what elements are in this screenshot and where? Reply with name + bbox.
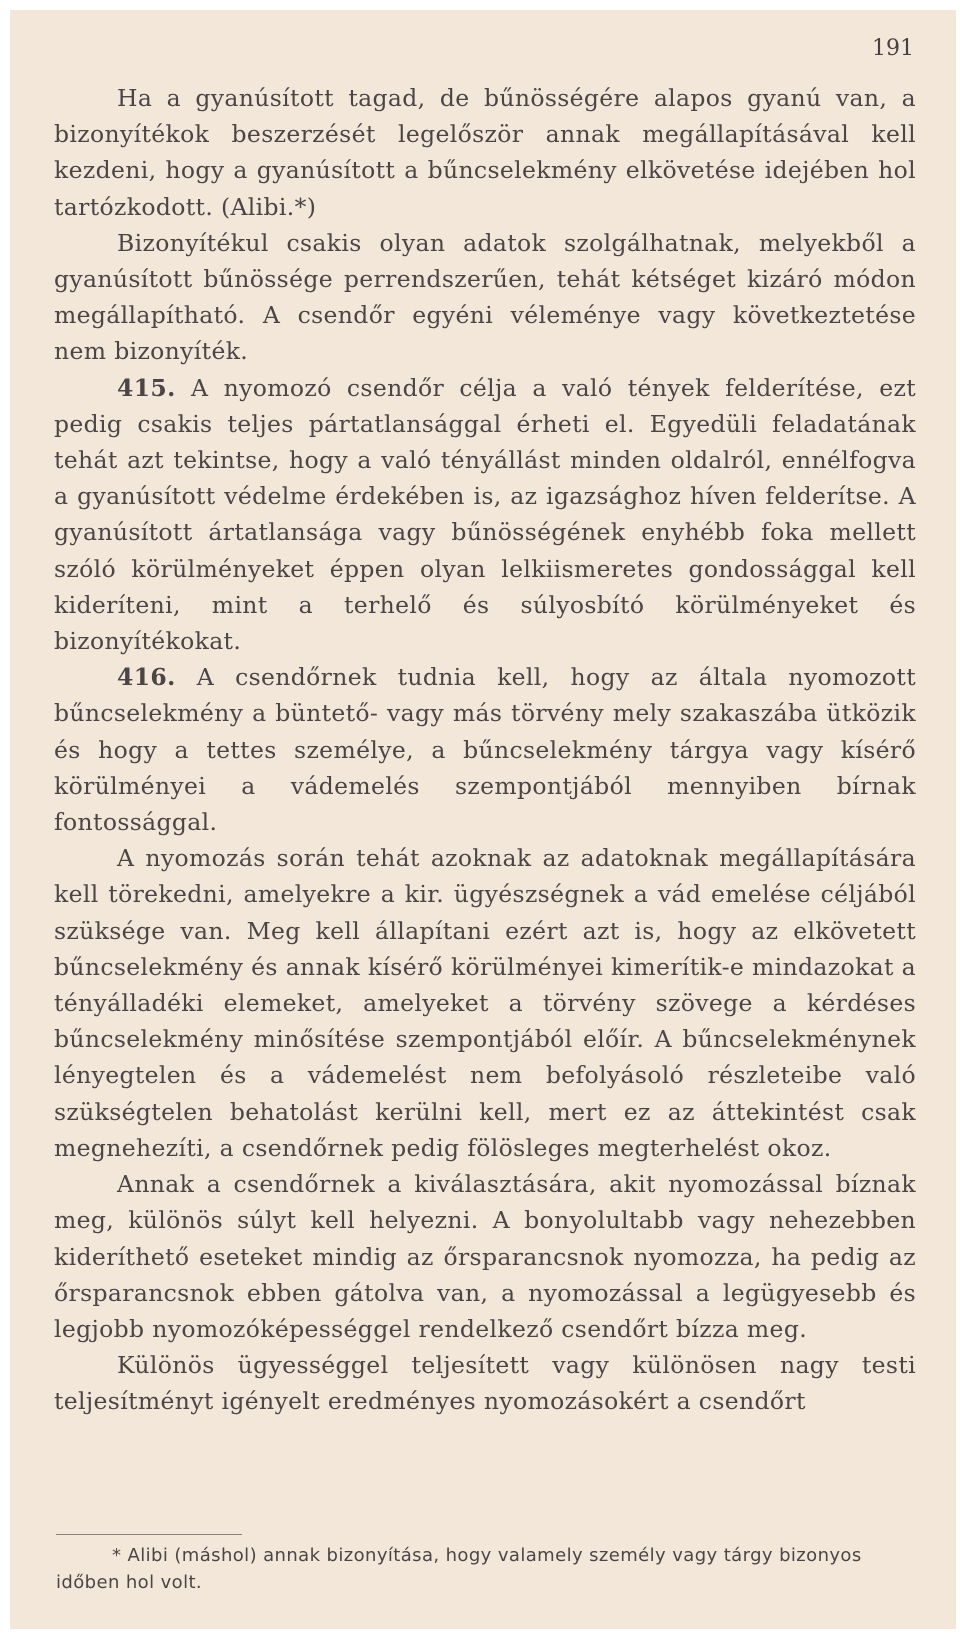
paragraph-text: A nyomozás során tehát azoknak az adatoknak megállapítására kell törekedni, amelyekre a kir. ügyészségnek a vád emelése céljából szüksége van. Meg kell állapítani ezért azt is, hogy az elkövetett bűncselekmény és annak kísérő körülményei kimerítik-e mindazokat a tényálladéki elemeket, amelyeket a törvény szövege a kérdéses bűncselekmény minősítése szempontjából előír. A bűncselekménynek lényegtelen és a vádemelést nem befolyásoló részleteibe való szükségtelen behatolást kerülni kell, mert ez az áttekintést csak megnehezíti, a csendőrnek pedig fölösleges megterhelést okoz. (54, 844, 916, 1162)
paragraph (54, 840, 916, 1166)
paragraph-text: A csendőrnek tudnia kell, hogy az általa nyomozott bűncselekmény a büntető- vagy más törvény mely szakaszába ütközik és hogy a tettes személye, a bűncselekmény tárgya vagy kísérő körülményei a vádemelés szempontjából mennyiben bírnak fontossággal. (54, 663, 916, 837)
paragraph (54, 80, 916, 225)
body-text (54, 80, 916, 1420)
footnote-divider (56, 1534, 242, 1535)
paragraph-text: Különös ügyességgel teljesített vagy különösen nagy testi teljesítményt igényelt eredményes nyomozásokért a csendőrt (54, 1351, 916, 1416)
paragraph-text: A nyomozó csendőr célja a való tények felderítése, ezt pedig csakis teljes pártatlansággal érheti el. Egyedüli feladatának tehát azt tekintse, hogy a való tényállást minden oldalról, ennélfogva a gyanúsított védelme érdekében is, az igazsághoz híven felderítse. A gyanúsított ártatlansága vagy bűnösségének enyhébb foka mellett szóló körülményeket éppen olyan lelkiismeretes gondossággal kell kideríteni, mint a terhelő és súlyosbító körülményeket és bizonyítékokat. (54, 373, 916, 656)
paragraph-416 (54, 659, 916, 840)
paragraph (54, 225, 916, 370)
section-number: 415. (117, 373, 176, 402)
paragraph-text: Ha a gyanúsított tagad, de bűnösségére alapos gyanú van, a bizonyítékok beszerzését legelőször annak megállapításával kell kezdeni, hogy a gyanúsított a bűncselekmény elkövetése idejében hol tartózkodott. (Alibi.*) (54, 84, 916, 221)
paragraph (54, 1166, 916, 1347)
paragraph (54, 1347, 916, 1419)
book-page (10, 10, 956, 1629)
paragraph-415 (54, 370, 916, 660)
page-number: 191 (872, 36, 914, 61)
footnote: * Alibi (máshol) annak bizonyítása, hogy valamely személy vagy tárgy bizonyos időben hol volt. (56, 1545, 862, 1593)
paragraph-text: Bizonyítékul csakis olyan adatok szolgálhatnak, melyekből a gyanúsított bűnössége perrendszerűen, tehát kétséget kizáró módon megállapítható. A csendőr egyéni véleménye vagy következtetése nem bizonyíték. (54, 228, 916, 366)
section-number: 416. (117, 663, 176, 692)
paragraph-text: Annak a csendőrnek a kiválasztására, akit nyomozással bíznak meg, különös súlyt kell helyezni. A bonyolultabb vagy nehezebben kideríthető eseteket mindig az őrsparancsnok nyomozza, ha pedig az őrsparancsnok ebben gátolva van, a nyomozással a legügyesebb és legjobb nyomozóképességgel rendelkező csendőrt bízza meg. (54, 1170, 916, 1343)
